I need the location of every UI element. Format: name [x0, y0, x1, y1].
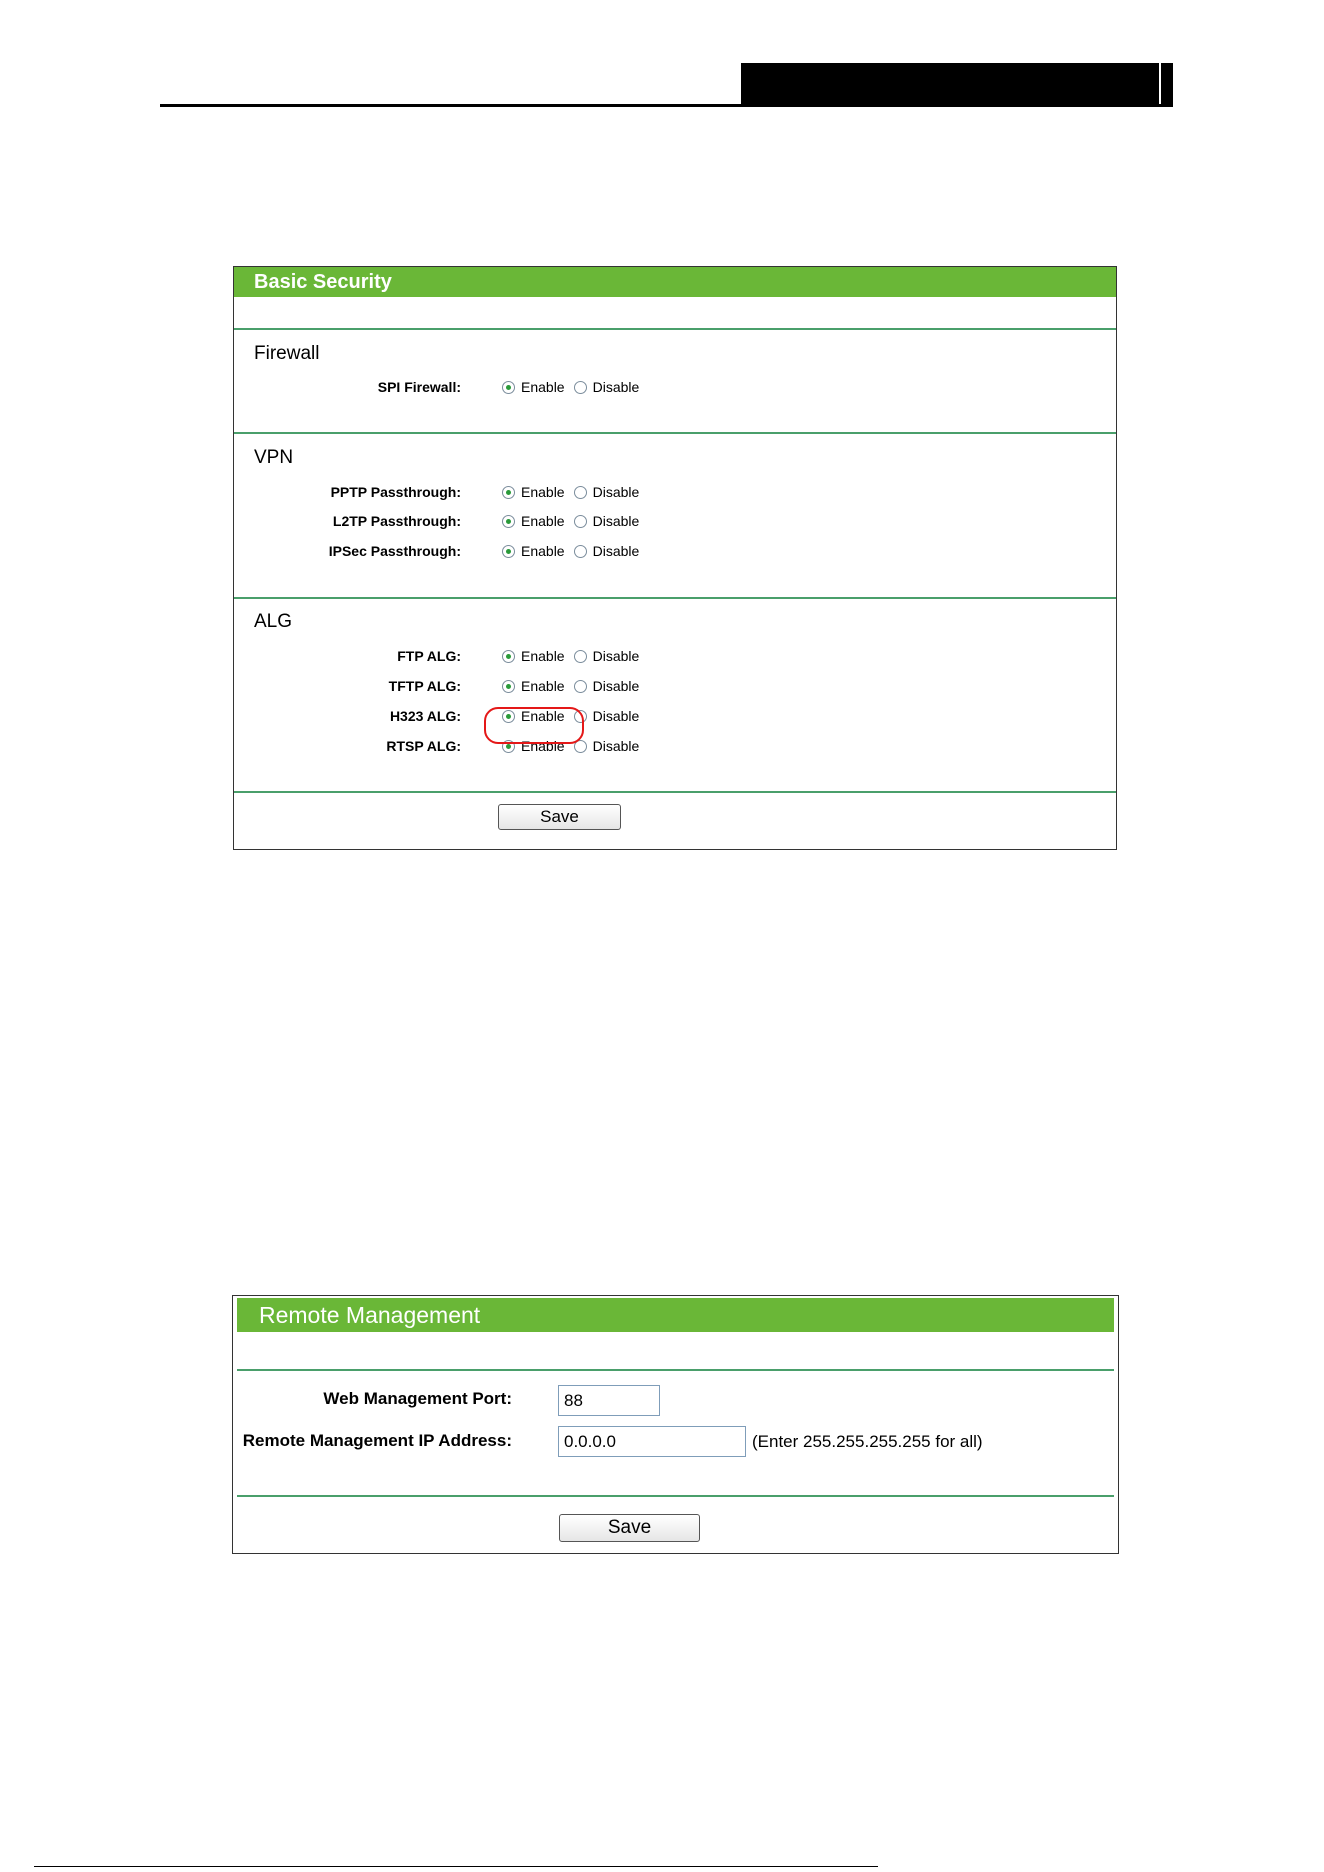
tftp-alg-enable-option[interactable] — [502, 678, 565, 694]
rtsp-alg-label: RTSP ALG: — [386, 738, 461, 754]
radio-unselected-icon[interactable] — [574, 650, 587, 663]
disable-label: Disable — [592, 379, 640, 395]
enable-label: Enable — [521, 379, 565, 395]
radio-unselected-icon[interactable] — [574, 680, 587, 693]
disable-label: Disable — [592, 484, 640, 500]
enable-label: Enable — [521, 543, 565, 559]
radio-unselected-icon[interactable] — [574, 381, 587, 394]
separator — [234, 328, 1116, 330]
pptp-passthrough-label: PPTP Passthrough: — [330, 484, 461, 500]
radio-selected-icon[interactable] — [502, 680, 515, 693]
separator — [234, 597, 1116, 599]
l2tp-enable-option[interactable] — [502, 513, 565, 529]
remote-management-title-bar — [237, 1298, 1114, 1332]
ftp-alg-label: FTP ALG: — [397, 648, 461, 664]
document-header-tab — [741, 63, 1159, 105]
disable-label: Disable — [592, 648, 640, 664]
tftp-alg-row — [234, 678, 648, 694]
remote-management-panel — [232, 1295, 1119, 1554]
radio-unselected-icon[interactable] — [574, 515, 587, 528]
ipsec-enable-option[interactable] — [502, 543, 565, 559]
h323-alg-label: H323 ALG: — [389, 708, 461, 724]
web-management-port-label: Web Management Port: — [323, 1389, 512, 1408]
radio-selected-icon[interactable] — [502, 515, 515, 528]
document-header-tab-edge — [1161, 63, 1173, 105]
disable-label: Disable — [592, 678, 640, 694]
enable-label: Enable — [521, 513, 565, 529]
enable-label: Enable — [521, 648, 565, 664]
separator — [237, 1495, 1114, 1497]
enable-label: Enable — [521, 708, 565, 724]
enable-label: Enable — [521, 484, 565, 500]
h323-alg-row — [234, 708, 648, 724]
radio-unselected-icon[interactable] — [574, 486, 587, 499]
l2tp-passthrough-label: L2TP Passthrough: — [332, 513, 461, 529]
separator — [234, 432, 1116, 434]
ipsec-passthrough-row — [234, 543, 648, 559]
basic-security-save-button[interactable]: Save — [498, 804, 621, 830]
disable-label: Disable — [592, 513, 640, 529]
ip-address-hint: (Enter 255.255.255.255 for all) — [752, 1432, 983, 1451]
alg-section-title: ALG — [254, 611, 293, 632]
enable-label: Enable — [521, 678, 565, 694]
l2tp-disable-option[interactable] — [574, 513, 640, 529]
radio-selected-icon[interactable] — [502, 545, 515, 558]
spi-firewall-disable-option[interactable] — [574, 379, 640, 395]
highlight-annotation — [484, 707, 584, 744]
radio-selected-icon[interactable] — [502, 486, 515, 499]
firewall-section-title: Firewall — [254, 343, 320, 364]
tftp-alg-disable-option[interactable] — [574, 678, 640, 694]
remote-management-ip-input[interactable] — [558, 1426, 746, 1457]
ftp-alg-enable-option[interactable] — [502, 648, 565, 664]
disable-label: Disable — [592, 708, 640, 724]
separator — [234, 791, 1116, 793]
ftp-alg-disable-option[interactable] — [574, 648, 640, 664]
radio-selected-icon[interactable] — [502, 381, 515, 394]
rtsp-alg-disable-option[interactable] — [574, 738, 640, 754]
radio-selected-icon[interactable] — [502, 650, 515, 663]
radio-unselected-icon[interactable] — [574, 545, 587, 558]
vpn-section-title: VPN — [254, 447, 294, 468]
web-management-port-input[interactable] — [558, 1385, 660, 1416]
ipsec-disable-option[interactable] — [574, 543, 640, 559]
pptp-enable-option[interactable] — [502, 484, 565, 500]
remote-management-title: Remote Management — [259, 1301, 481, 1328]
basic-security-panel — [233, 266, 1117, 850]
enable-label: Enable — [521, 738, 565, 754]
basic-security-title-bar — [234, 267, 1116, 297]
ipsec-passthrough-label: IPSec Passthrough: — [328, 543, 461, 559]
disable-label: Disable — [592, 738, 640, 754]
separator — [237, 1369, 1114, 1371]
pptp-disable-option[interactable] — [574, 484, 640, 500]
pptp-passthrough-row — [234, 484, 648, 500]
ftp-alg-row — [234, 648, 648, 664]
spi-firewall-label: SPI Firewall: — [377, 379, 461, 395]
spi-firewall-row — [234, 379, 648, 395]
spi-firewall-enable-option[interactable] — [502, 379, 565, 395]
l2tp-passthrough-row — [234, 513, 648, 529]
tftp-alg-label: TFTP ALG: — [388, 678, 461, 694]
basic-security-title: Basic Security — [254, 270, 392, 293]
remote-management-ip-label: Remote Management IP Address: — [242, 1431, 512, 1450]
remote-management-save-button[interactable]: Save — [559, 1514, 700, 1542]
rtsp-alg-row — [234, 738, 648, 754]
document-footer-rule — [34, 1866, 878, 1867]
disable-label: Disable — [592, 543, 640, 559]
